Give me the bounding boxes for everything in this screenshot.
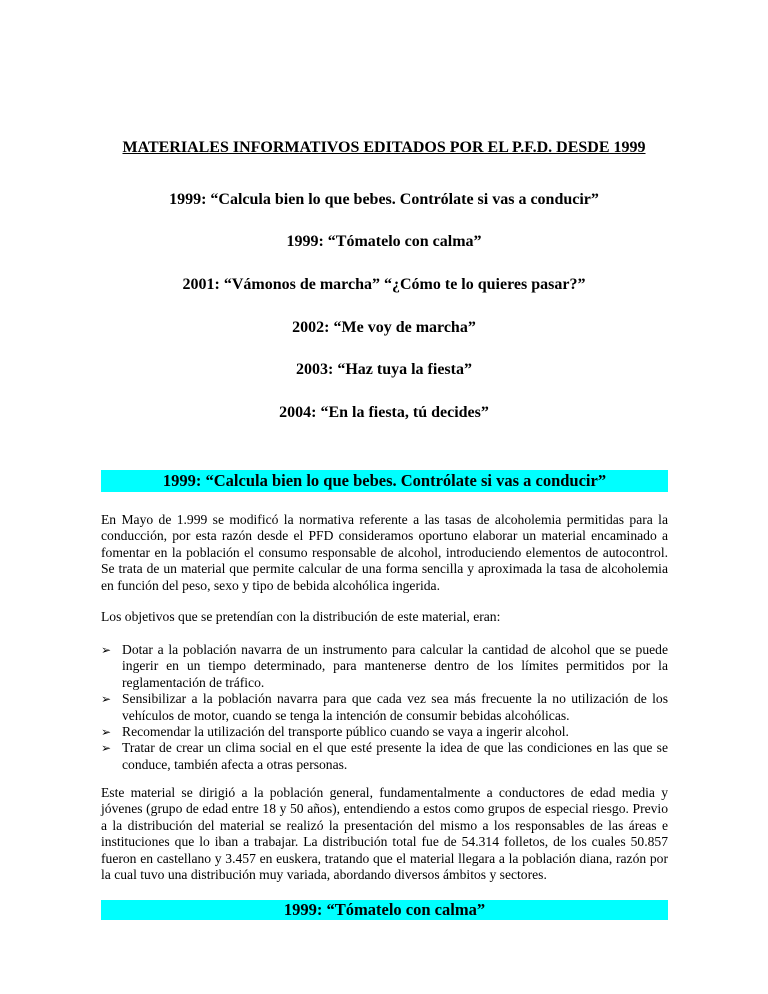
section-heading-1999-calcula: 1999: “Calcula bien lo que bebes. Contrólate si vas a conducir” bbox=[101, 470, 668, 492]
campaign-heading: 2002: “Me voy de marcha” bbox=[292, 319, 476, 336]
objectives-lead: Los objetivos que se pretendían con la distribución de este material, eran: bbox=[101, 609, 501, 624]
list-item bbox=[101, 691, 668, 724]
objective-text: Sensibilizar a la población navarra para que cada vez sea más frecuente la no utilización de los vehículos de motor, cuando se tenga la intención de consumir bebidas alcohólicas. bbox=[122, 691, 668, 723]
list-item bbox=[101, 740, 668, 773]
section-heading-1999-tomatelo: 1999: “Tómatelo con calma” bbox=[101, 900, 668, 920]
arrow-bullet-icon: ➢ bbox=[101, 643, 112, 657]
list-item bbox=[101, 724, 668, 740]
arrow-bullet-icon: ➢ bbox=[101, 692, 112, 707]
objectives-list bbox=[101, 642, 668, 773]
arrow-bullet-icon: ➢ bbox=[101, 741, 112, 756]
intro-paragraph: En Mayo de 1.999 se modificó la normativa referente a las tasas de alcoholemia permitidas para la conducción, por esta razón desde el PFD consideramos oportuno elaborar un material encaminado a fomentar en la población el consumo responsable de alcohol, introduciendo elementos de autocontrol. Se trata de un material que permite calcular de una forma sencilla y aproximada la tasa de alcoholemia en función del peso, sexo y tipo de bebida alcohólica ingerida. bbox=[101, 512, 668, 593]
campaign-heading: 2004: “En la fiesta, tú decides” bbox=[279, 404, 489, 421]
campaign-heading: 1999: “Tómatelo con calma” bbox=[286, 233, 482, 250]
distribution-paragraph: Este material se dirigió a la población general, fundamentalmente a conductores de edad media y jóvenes (grupo de edad entre 18 y 50 años), entendiendo a estos como grupos de especial riesgo. Previo a la distribución del material se realizó la presentación del mismo a los responsables de las áreas e instituciones que lo iban a trabajar. La distribución total fue de 54.314 folletos, de los cuales 50.857 fueron en castellano y 3.457 en euskera, tratando que el material llegara a la población diana, razón por la cual tuvo una distribución muy variada, abordando diversos ámbitos y sectores. bbox=[101, 785, 668, 883]
objective-text: Dotar a la población navarra de un instrumento para calcular la cantidad de alcohol que se puede ingerir en un tiempo determinado, para mantenerse dentro de los límites permitidos por la reglamentación de tráfico. bbox=[122, 642, 668, 690]
campaign-heading: 1999: “Calcula bien lo que bebes. Contrólate si vas a conducir” bbox=[169, 191, 599, 208]
campaign-heading: 2001: “Vámonos de marcha” “¿Cómo te lo quieres pasar?” bbox=[182, 276, 586, 293]
document-title: MATERIALES INFORMATIVOS EDITADOS POR EL P.F.D. DESDE 1999 bbox=[122, 139, 646, 156]
campaign-heading: 2003: “Haz tuya la fiesta” bbox=[296, 361, 472, 378]
objective-text: Tratar de crear un clima social en el que esté presente la idea de que las condiciones en las que se conduce, también afecta a otras personas. bbox=[122, 740, 668, 772]
list-item bbox=[101, 642, 668, 691]
arrow-bullet-icon: ➢ bbox=[101, 725, 112, 740]
objective-text: Recomendar la utilización del transporte público cuando se vaya a ingerir alcohol. bbox=[122, 724, 569, 740]
